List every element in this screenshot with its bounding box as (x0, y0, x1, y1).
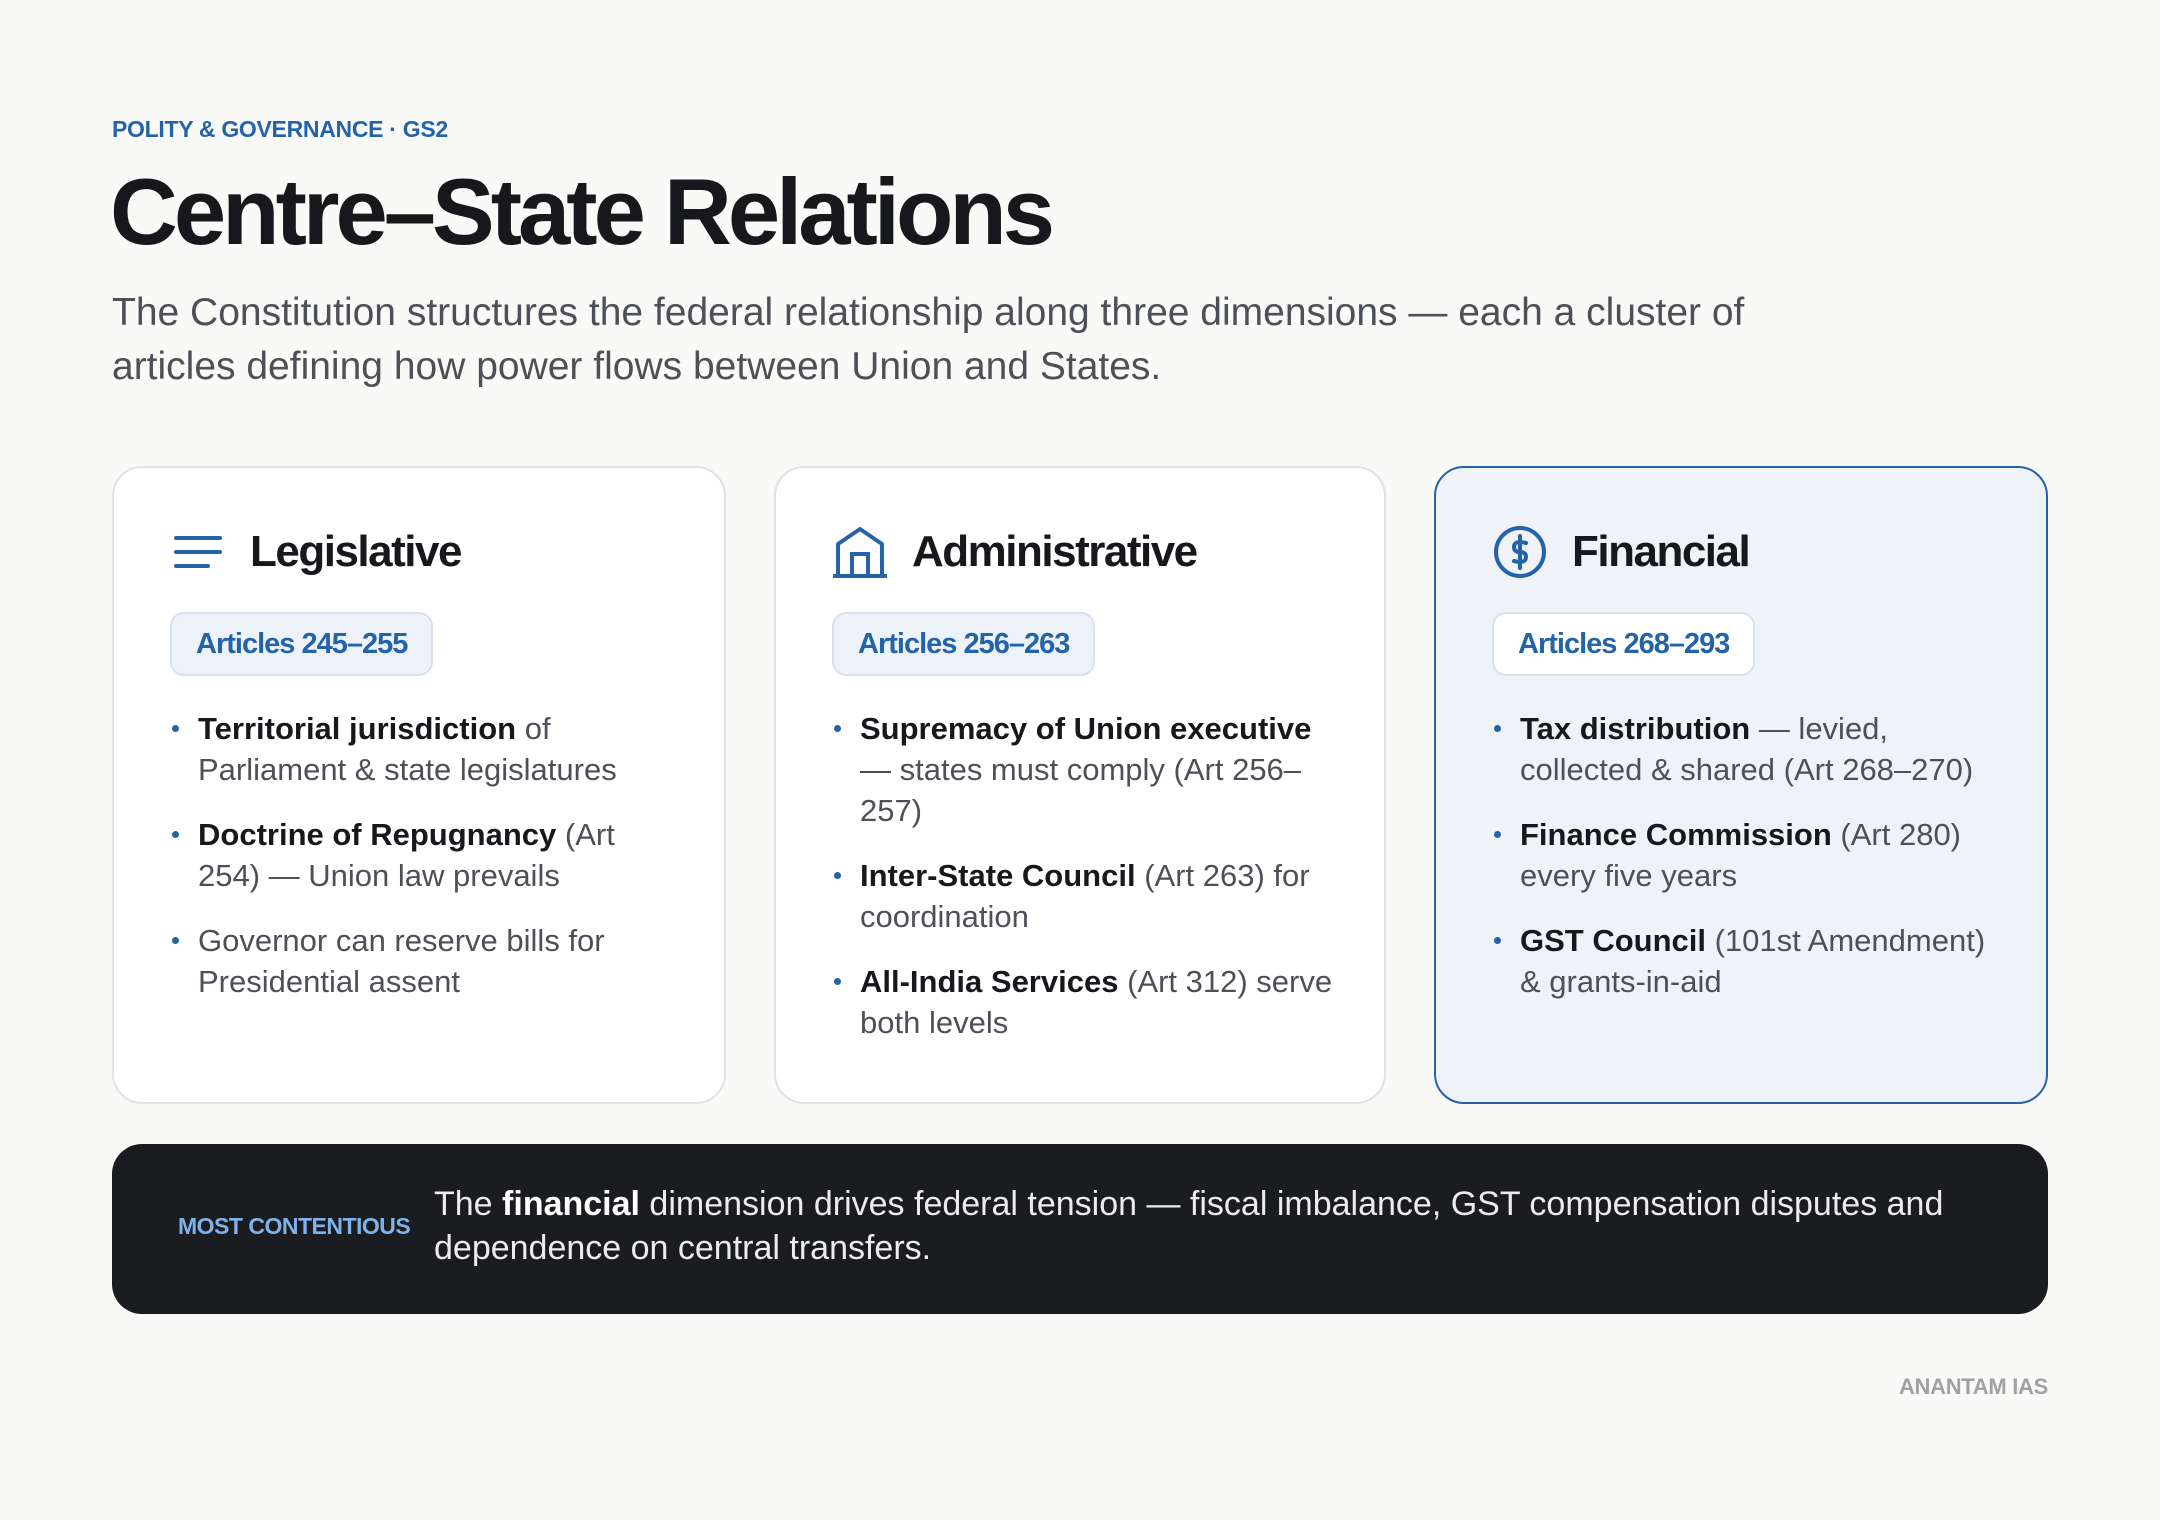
banner-label: MOST CONTENTIOUS (178, 1213, 411, 1239)
list-item (1492, 814, 2006, 896)
bullet-text: — states must comply (Art 256–257) (860, 752, 1302, 828)
list-item (1492, 920, 2006, 1002)
list-item (832, 961, 1344, 1043)
eyebrow-label: POLITY & GOVERNANCE · GS2 (112, 116, 448, 142)
card-title: Legislative (250, 527, 461, 576)
bullet-bold: Supremacy of Union executive (860, 711, 1312, 746)
brand-footer: ANANTAM IAS (1898, 1374, 2048, 1399)
card-header (170, 524, 461, 580)
list-item (170, 708, 684, 790)
card-header (1492, 524, 1749, 580)
bullet-text: (Art 254) — Union law prevails (198, 817, 615, 893)
card-title: Financial (1572, 527, 1750, 576)
rupee-coin-icon (1492, 524, 1548, 580)
callout-banner (112, 1144, 2048, 1314)
card-header (832, 524, 1197, 580)
lines-icon (170, 524, 226, 580)
banner-text (434, 1182, 2014, 1270)
bullet-list (170, 708, 684, 1026)
bullet-text: Governor can reserve bills for Presidential assent (198, 923, 605, 999)
banner-text-end: dimension drives federal tension — fiscal imbalance, GST compensation disputes and dependence on central transfers. (434, 1185, 1944, 1267)
list-item (1492, 708, 2006, 790)
articles-badge: Articles 245–255 (170, 612, 433, 676)
articles-badge: Articles 256–263 (832, 612, 1095, 676)
bullet-text: (Art 280) every five years (1520, 817, 1962, 893)
list-item (170, 920, 684, 1002)
bullet-text: — levied, collected & shared (Art 268–270) (1520, 711, 1974, 787)
bullet-text: (Art 312) serve both levels (860, 964, 1333, 1040)
list-item (832, 855, 1344, 937)
bullet-bold: GST Council (1520, 923, 1706, 958)
articles-badge: Articles 268–293 (1492, 612, 1755, 676)
bullet-bold: Territorial jurisdiction (198, 711, 517, 746)
building-icon (832, 524, 888, 580)
banner-text-start: The (434, 1185, 503, 1223)
banner-text-bold: financial (502, 1185, 640, 1223)
bullet-text: (101st Amendment) & grants-in-aid (1520, 923, 1986, 999)
page-subtitle: The Constitution structures the federal relationship along three dimensions — each a cluster of articles defining how power flows between Union and States. (112, 291, 1745, 388)
bullet-bold: Finance Commission (1520, 817, 1832, 852)
list-item (832, 708, 1344, 831)
bullet-list (832, 708, 1344, 1067)
bullet-text: of Parliament & state legislatures (198, 711, 617, 787)
card-legislative (112, 466, 726, 1104)
card-administrative (774, 466, 1386, 1104)
bullet-text: (Art 263) for coordination (860, 858, 1310, 934)
bullet-bold: Inter-State Council (860, 858, 1136, 893)
bullet-bold: Doctrine of Repugnancy (198, 817, 557, 852)
bullet-bold: Tax distribution (1520, 711, 1751, 746)
bullet-bold: All-India Services (860, 964, 1119, 999)
list-item (170, 814, 684, 896)
bullet-list (1492, 708, 2006, 1026)
page-title: Centre–State Relations (110, 159, 1052, 264)
card-title: Administrative (912, 527, 1197, 576)
card-financial (1434, 466, 2048, 1104)
